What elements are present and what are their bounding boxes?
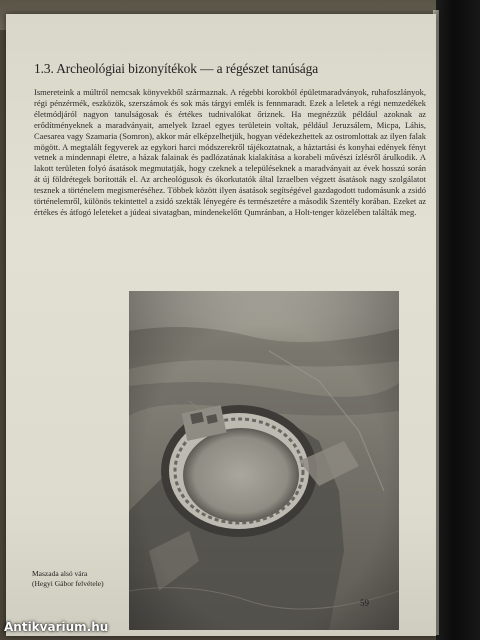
book-spine bbox=[436, 0, 480, 640]
aerial-photo-illustration bbox=[129, 291, 399, 630]
caption-line: (Hegyi Gábor felvétele) bbox=[32, 579, 104, 588]
caption-line: Maszada alsó vára bbox=[32, 569, 88, 578]
fortress-photo bbox=[129, 291, 399, 630]
body-text bbox=[34, 87, 426, 218]
photo-caption bbox=[32, 569, 132, 589]
watermark: Antikvarium.hu bbox=[4, 620, 109, 634]
section-heading: 1.3. Archeológiai bizonyítékok — a régészet tanúsága bbox=[34, 61, 319, 76]
paragraph: Ismereteink a múltról nemcsak könyvekből származnak. A régebbi korokból épületmaradványok, ruhafoszlányok, régi pénzérmék, eszközök, szerszámok és sok más tárgyi emlék is fennmaradt. Ezek a leletek a régi nemzedékek életmódjáról nagyon tanulságosak és értékes tudnivalókat őriznek. Ha megnézzük például azoknak az erődítményeknek a maradványait, amelyek Izrael egyes területein voltak, például Jeruzsálem, Micpa, Láhis, Caesarea vagy Szamaria (Somron), akkor már elképzelhetjük, hogyan védekezhettek az ostromlottak az ilyen falak mögött. A megtalált fegyverek az egykori harci módszerekről tájékoztatnak, a háztartási és konyhai edények fényt vetnek a mindennapi életre, a házak falainak és padlózatának kialakítása a korabeli művészi ízlésről árulkodik. A lakott területen folyó ásatások megmutatják, hogy czeknek a településeknek a maradványait az évek hosszú során át új földrétegek borították el. Az archeológusok és ókorkutatók által Izraelben végzett ásatások nagy szolgálatot tesznek a történelem megismeréséhez. Többek között ilyen ásatások segítségével gazdagodott tudomásunk a zsidó történelemről, különös tekintettel a zsidó szekták lényegére és természetére a második Szentély korában. Ezeket az értékes és átfogó leleteket a júdeai sivatagban, mindenekelőtt Qumránban, a Holt-tenger közelében találták meg. bbox=[34, 87, 426, 217]
page-number: 59 bbox=[360, 598, 369, 608]
book-page bbox=[6, 14, 436, 636]
